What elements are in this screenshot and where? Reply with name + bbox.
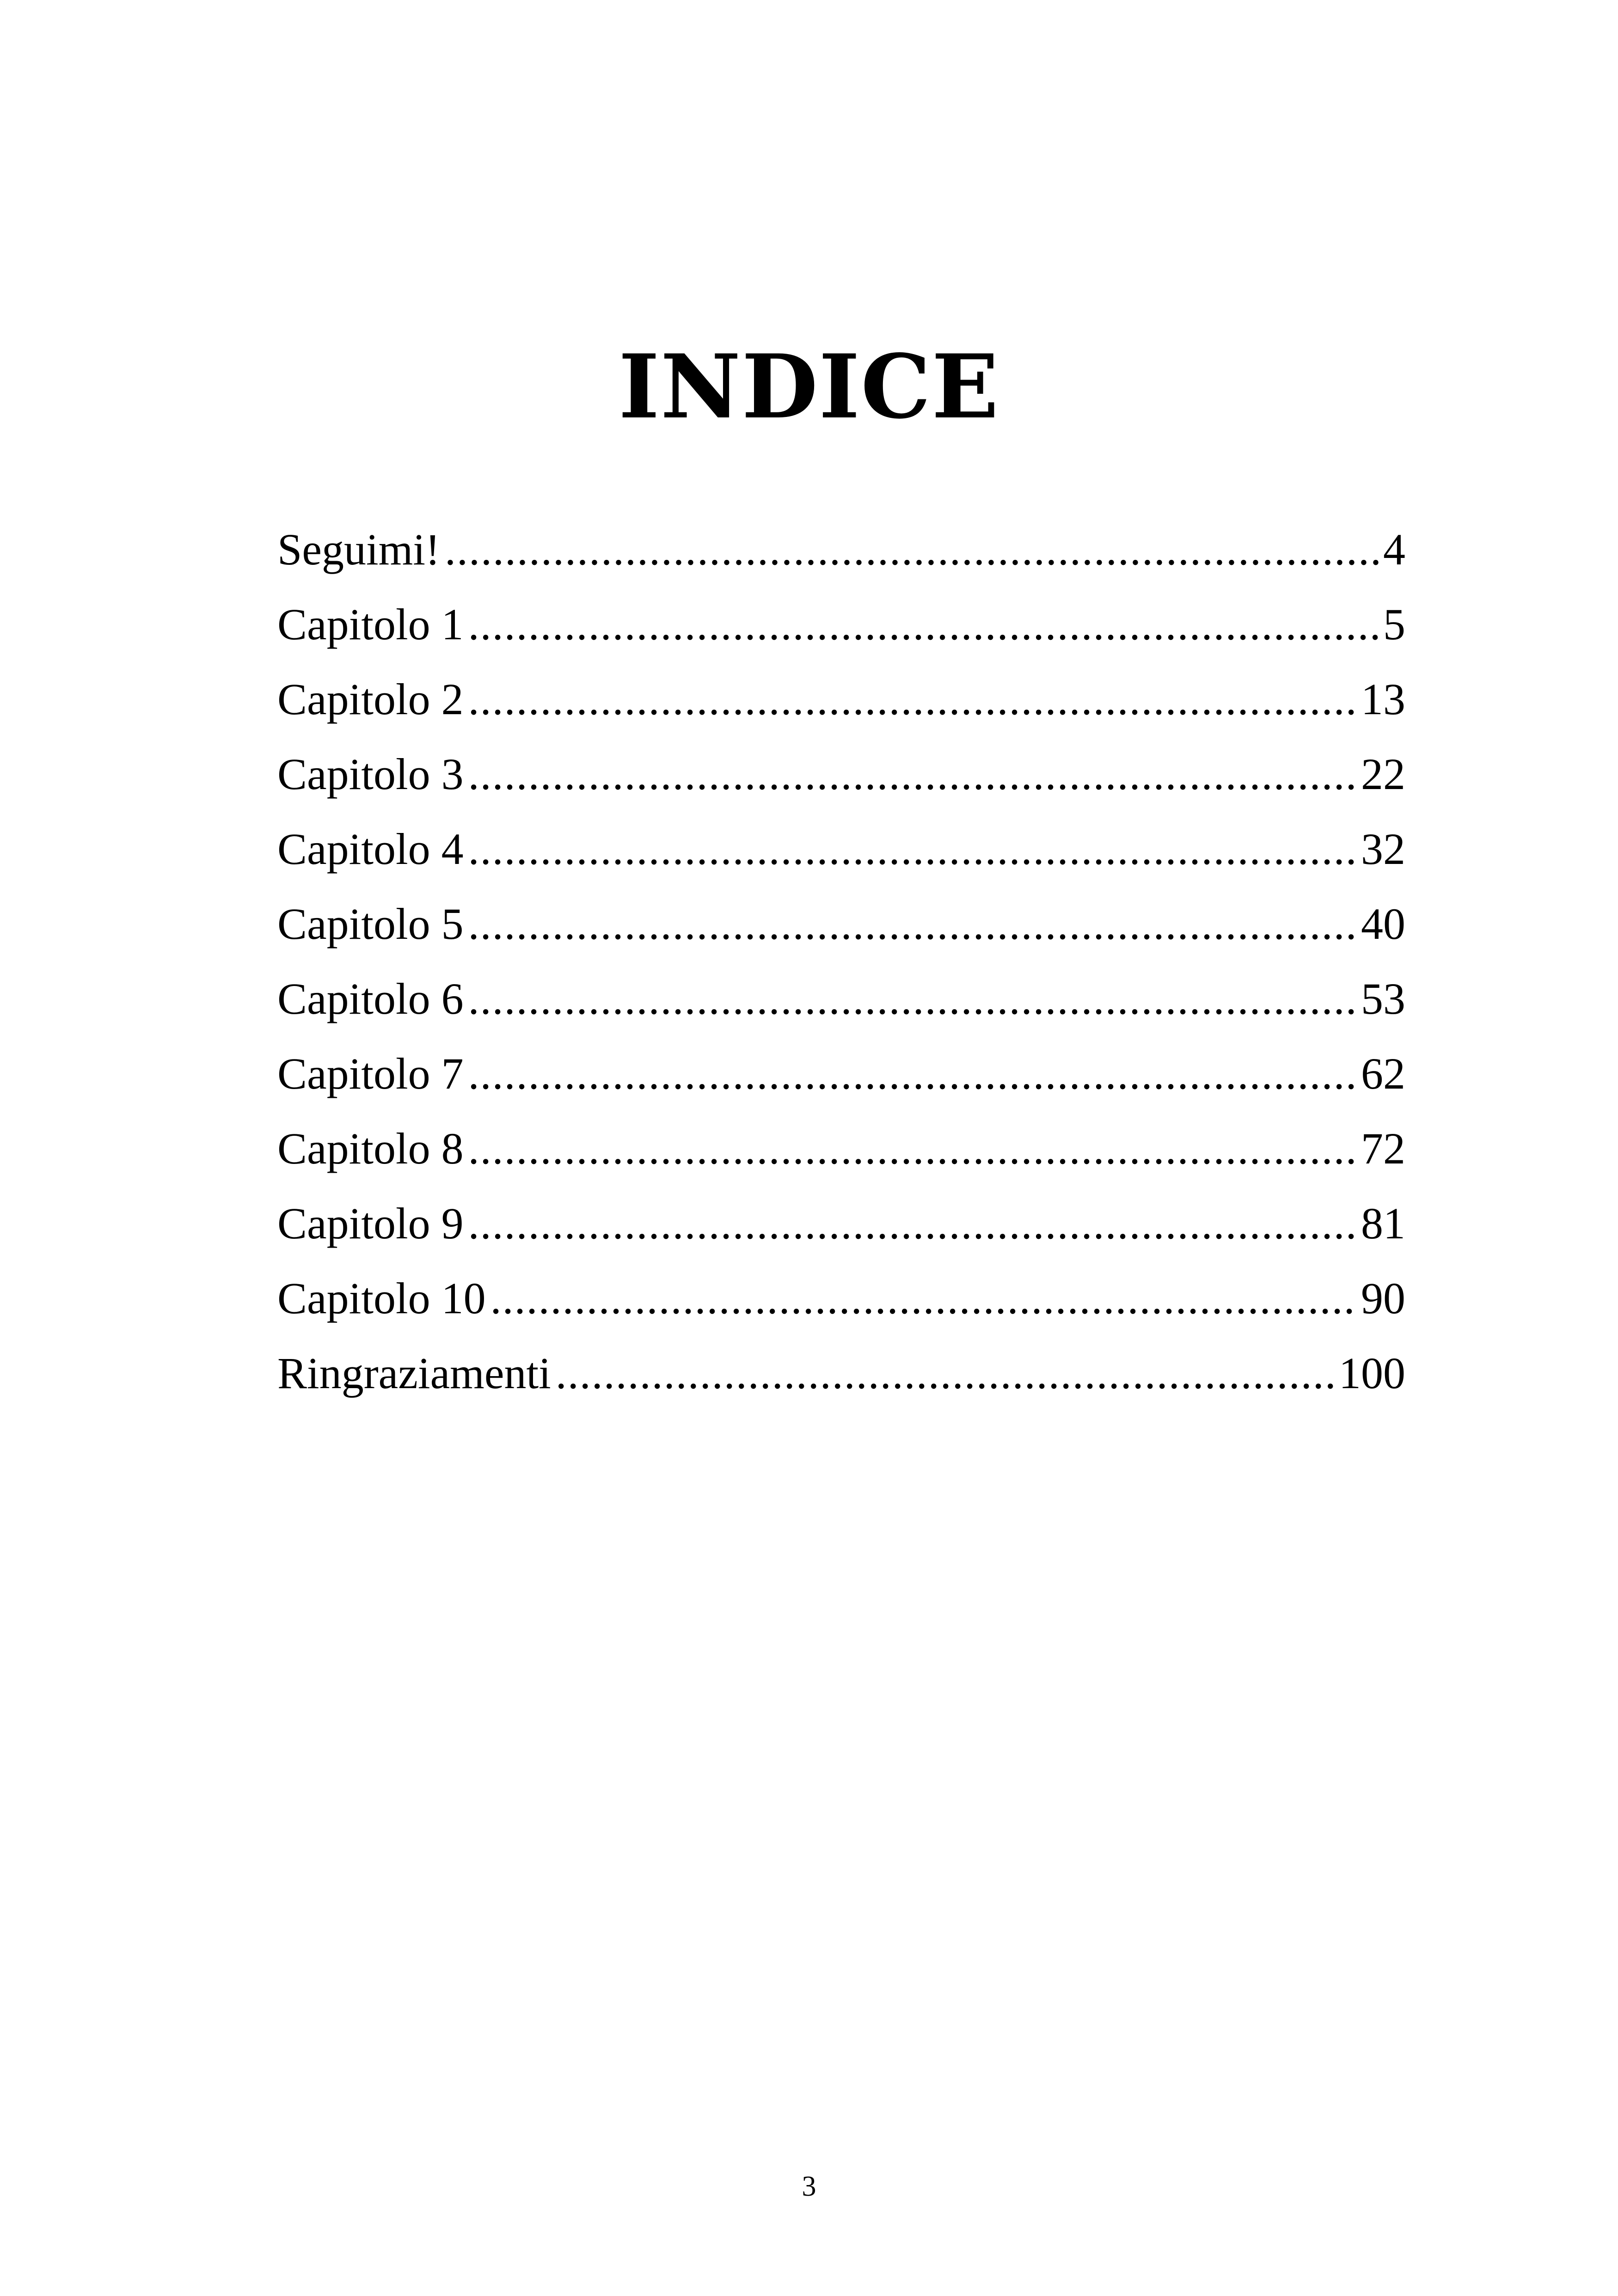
toc-entry-capitolo-10[interactable]: [277, 1261, 1405, 1336]
toc-entry-label: Capitolo 3: [277, 749, 464, 799]
toc-entry-ringraziamenti[interactable]: [277, 1336, 1405, 1411]
toc-entry-seguimi[interactable]: [277, 512, 1405, 587]
toc-entry-capitolo-7[interactable]: [277, 1036, 1405, 1111]
page-title: INDICE: [618, 335, 1000, 439]
toc-dot-leader: [468, 1186, 1356, 1261]
toc-entry-capitolo-3[interactable]: [277, 737, 1405, 812]
toc-dot-leader: [468, 737, 1356, 812]
toc-entry-label: Capitolo 1: [277, 600, 464, 649]
toc-entry-page: 90: [1361, 1274, 1405, 1323]
toc-entry-page: 62: [1361, 1049, 1405, 1098]
toc-dot-leader: [490, 1261, 1356, 1336]
toc-entry-capitolo-9[interactable]: [277, 1186, 1405, 1261]
toc-entry-label: Capitolo 8: [277, 1124, 464, 1173]
toc-entry-page: 5: [1383, 600, 1405, 649]
toc-entry-capitolo-1[interactable]: [277, 587, 1405, 662]
table-of-contents: [277, 512, 1405, 1411]
page-number: 3: [802, 2171, 816, 2202]
toc-entry-page: 4: [1383, 525, 1405, 574]
toc-entry-label: Ringraziamenti: [277, 1348, 551, 1398]
toc-entry-page: 53: [1361, 974, 1405, 1023]
toc-entry-page: 32: [1361, 824, 1405, 874]
toc-entry-capitolo-8[interactable]: [277, 1111, 1405, 1186]
toc-entry-label: Capitolo 2: [277, 674, 464, 724]
toc-entry-capitolo-2[interactable]: [277, 662, 1405, 737]
toc-entry-page: 40: [1361, 899, 1405, 949]
toc-entry-label: Capitolo 7: [277, 1049, 464, 1098]
toc-entry-label: Capitolo 10: [277, 1274, 486, 1323]
toc-entry-capitolo-5[interactable]: [277, 887, 1405, 961]
toc-entry-page: 13: [1361, 674, 1405, 724]
toc-entry-label: Capitolo 9: [277, 1199, 464, 1248]
toc-entry-capitolo-6[interactable]: [277, 961, 1405, 1036]
toc-entry-label: Capitolo 6: [277, 974, 464, 1023]
toc-entry-capitolo-4[interactable]: [277, 812, 1405, 887]
toc-entry-label: Capitolo 4: [277, 824, 464, 874]
toc-dot-leader: [556, 1336, 1334, 1411]
toc-dot-leader: [468, 662, 1356, 737]
toc-entry-page: 22: [1361, 749, 1405, 799]
toc-entry-page: 72: [1361, 1124, 1405, 1173]
toc-dot-leader: [445, 512, 1379, 587]
toc-dot-leader: [468, 961, 1356, 1036]
toc-entry-page: 81: [1361, 1199, 1405, 1248]
toc-dot-leader: [468, 587, 1379, 662]
toc-dot-leader: [468, 812, 1356, 887]
toc-entry-page: 100: [1339, 1348, 1405, 1398]
toc-dot-leader: [468, 1036, 1356, 1111]
toc-entry-label: Capitolo 5: [277, 899, 464, 949]
toc-dot-leader: [468, 887, 1356, 961]
toc-entry-label: Seguimi!: [277, 525, 440, 574]
toc-dot-leader: [468, 1111, 1356, 1186]
